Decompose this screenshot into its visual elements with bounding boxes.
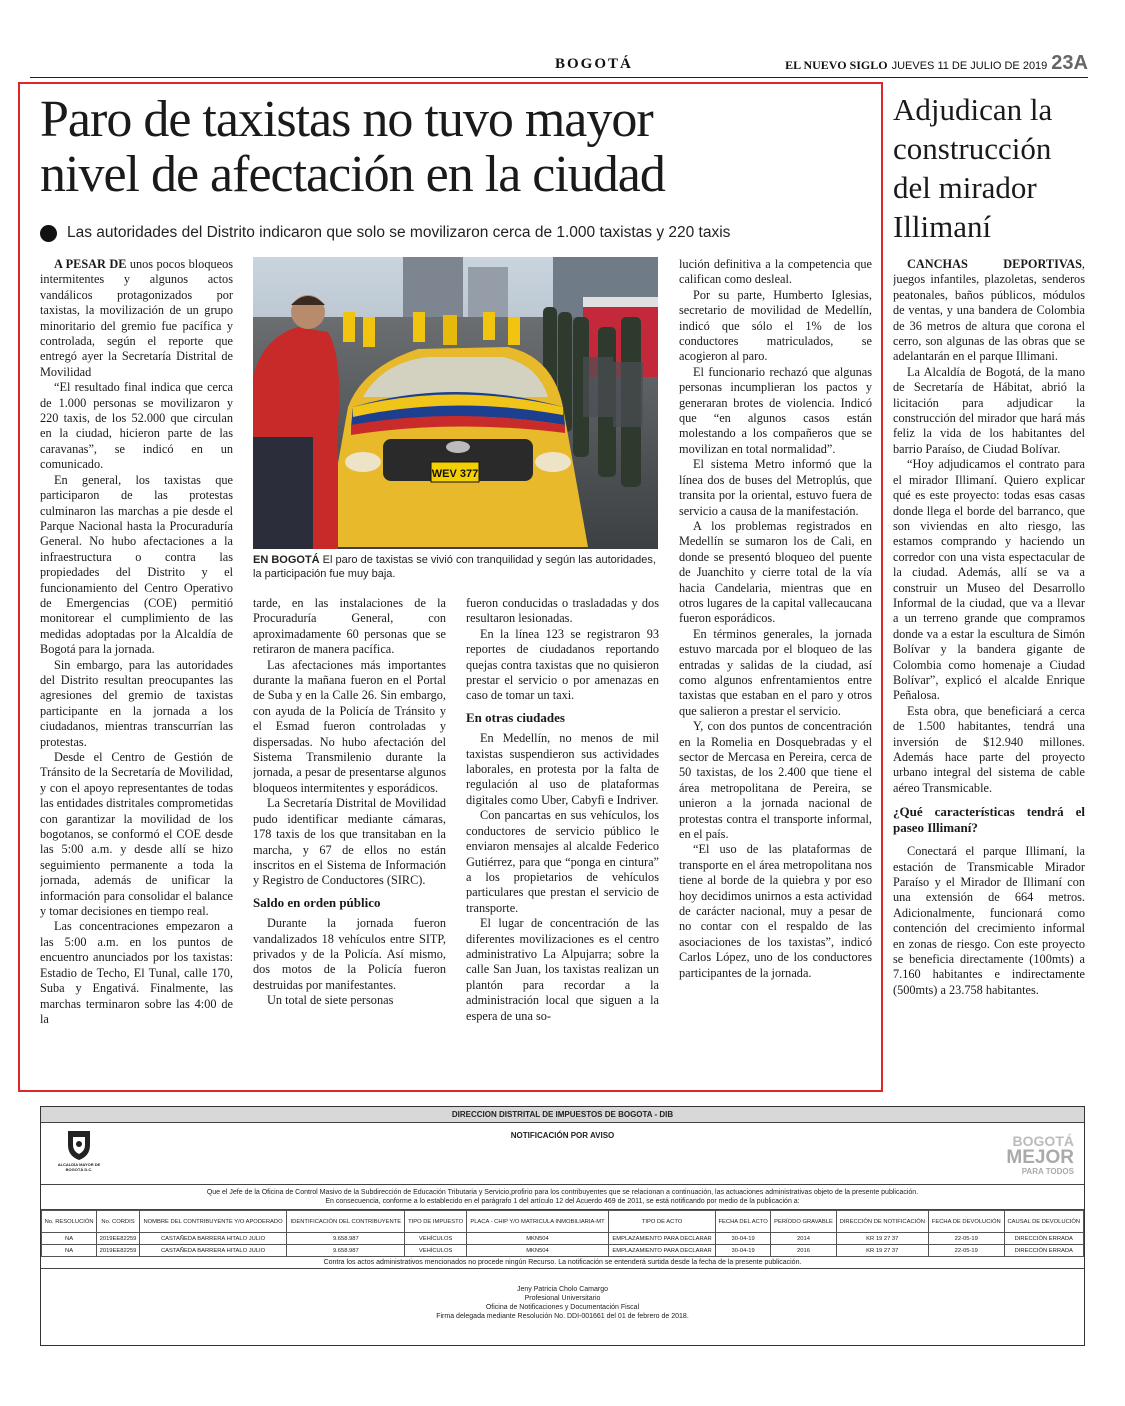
subheading-otras-ciudades: En otras ciudades: [466, 709, 565, 725]
table-cell: NA: [42, 1245, 97, 1257]
table-cell: 22-05-19: [928, 1245, 1004, 1257]
table-header: FECHA DE DEVOLUCIÓN: [928, 1211, 1004, 1233]
photo-caption: EN BOGOTÁ El paro de taxistas se vivió con tranquilidad y según las autoridades, la participación fue muy baja.: [253, 554, 656, 580]
legal-notice: [40, 1106, 1085, 1346]
table-cell: MKN504: [466, 1233, 608, 1245]
taxi-protest-image: [253, 257, 658, 549]
table-cell: KR 19 27 37: [836, 1245, 928, 1257]
notice-title: NOTIFICACIÓN POR AVISO: [510, 1131, 615, 1140]
table-cell: CASTAÑEDA BARRERA HITALO JULIO: [139, 1245, 286, 1257]
paper-name: EL NUEVO SIGLO: [785, 58, 888, 72]
table-cell: NA: [42, 1233, 97, 1245]
notice-signature: Jeny Patricia Cholo Camargo Profesional Universitario Oficina de Notificaciones y Documentación Fiscal Firma delegada mediante Resolución No. DDI-001661 del 01 de febrero de 2018.: [436, 1286, 689, 1320]
bullet-icon: [40, 225, 57, 242]
table-cell: 2019EE82259: [97, 1245, 140, 1257]
license-plate: WEV 377: [431, 468, 479, 480]
article-photo: [253, 257, 658, 549]
table-cell: 22-05-19: [928, 1233, 1004, 1245]
page-number: 23A: [1051, 52, 1088, 74]
table-header: CAUSAL DE DEVOLUCIÓN: [1004, 1211, 1083, 1233]
table-header: No. CORDIS: [97, 1211, 140, 1233]
table-cell: DIRECCIÓN ERRADA: [1004, 1233, 1083, 1245]
table-header: IDENTIFICACIÓN DEL CONTRIBUYENTE: [287, 1211, 405, 1233]
deck: [40, 224, 870, 242]
table-header: PLACA - CHIP Y/O MATRICULA INMOBILIARIA-MT: [466, 1211, 608, 1233]
article-column-4: lución definitiva a la competencia que califican como desleal. Por su parte, Humberto Iglesias, secretario de movilidad de Medellín, indicó que sólo el 1% de los conductores matriculados, se acogieron al paro. El funcionario rechazó que algunas personas incumplieran los pactos y generaran brotes de violencia. Indicó que “en algunos casos están molestando a los compañeros que se movilizan en total normalidad”. El sistema Metro informó que la línea dos de buses del Metroplús, que transita por la oriental, estuvo fuera de servicio a causa de la manifestación. A los problemas registrados en Medellín se sumaron los de Cali, en donde se presentó bloqueo del puente de Juanchito y cierre total de la vía hacia Candelaria, mientras que en otros lugares de la capital vallecaucana fueron esporádicos. En términos generales, la jornada estuvo marcada por el bloqueo de las entradas y salidas de la ciudad, así como algunos enfrentamientos entre taxistas que estaban en el paro y otros que salieron a prestar el servicio. Y, con dos puntos de concentración en la Romelia en Dosquebradas y el sector de Mercasa en Pereira, cerca de 50 taxistas, de los 2.400 que tiene el área metropolitana de Pereira, se unieron a la jornada nacional de protestas contra el transporte informal, en el país. “El uso de las plataformas de transporte en el área metropolitana nos tiene al borde de la quiebra y por eso hoy decidimos unirnos a esta actividad de carácter nacional, muy a pesar de no contar con el respaldo de las asociaciones de los taxistas”, indicó Carlos López, uno de los conductores participantes de la jornada.: [679, 257, 872, 980]
bogota-crest-icon: ALCALDÍA MAYOR DE BOGOTÁ D.C.: [49, 1129, 109, 1179]
notice-table: [41, 1210, 1084, 1257]
table-cell: 2014: [771, 1233, 836, 1245]
article-column-3: fueron conducidas o trasladadas y dos resultaron lesionadas. En la línea 123 se registraron 93 reportes de ciudadanos reportando quejas contra taxistas que no quisieron prestar el servicio o por amenazas en caso de tomar un taxi. En otras ciudades En Medellín, no menos de mil taxistas suspendieron sus actividades laborales, en protesta por la falta de regulación al uso de plataformas digitales como Uber, Cabyfi e Indriver. Con pancartas en sus vehículos, los conductores de servicio público le enviaron mensajes al alcalde Federico Gutiérrez, para que “ponga en cintura” a los propietarios de vehículos particulares que prestan el servicio de transporte. El lugar de concentración de las diferentes movilizaciones es el centro administrativo La Alpujarra; sobre la calle San Juan, los taxistas realizan un plantón para recordar a la administración local que siguen a la espera de una so-: [466, 596, 659, 1023]
subheading-saldo: Saldo en orden público: [253, 894, 381, 910]
article-column-2: tarde, en las instalaciones de la Procuraduría General, con aproximadamente 60 personas que se retiraron de manera pacífica. Las afectaciones más importantes durante la mañana fueron en el Portal de Suba y en la Calle 26. Sin embargo, con ayuda de la Policía de Tránsito y el Esmad fueron controladas y dispersadas. No hubo afectación del Sistema Transmilenio durante la jornada, a pesar de presentarse algunos bloqueos intermitentes y esporádicos. La Secretaría Distrital de Movilidad pudo identificar mediante cámaras, 178 taxis de los que transitaban en la marcha, y 67 de ellos no están inscritos en el Sistema de Información y Registro de Conductores (SIRC). Saldo en orden público Durante la jornada fueron vandalizados 18 vehículos entre SITP, privados y de la Policía. Así mismo, dos motos de la Policía fueron destruidas por manifestantes. Un total de siete personas: [253, 596, 446, 1008]
table-cell: EMPLAZAMIENTO PARA DECLARAR: [609, 1233, 716, 1245]
side-headline: Adjudican la construcción del mirador Illimaní: [893, 92, 1053, 244]
table-cell: KR 19 27 37: [836, 1233, 928, 1245]
table-header: TIPO DE ACTO: [609, 1211, 716, 1233]
bogota-mejor-logo: BOGOTÁ MEJOR PARA TODOS: [1006, 1133, 1074, 1176]
table-header: TIPO DE IMPUESTO: [405, 1211, 466, 1233]
table-cell: 9.658.987: [287, 1245, 405, 1257]
table-cell: VEHÍCULOS: [405, 1245, 466, 1257]
issue-date: JUEVES 11 DE JULIO DE 2019: [891, 60, 1048, 72]
table-cell: DIRECCIÓN ERRADA: [1004, 1245, 1083, 1257]
side-article-column: CANCHAS DEPORTIVAS, juegos infantiles, plazoletas, senderos peatonales, baños públicos, módulos de ventas, y una bandera de Colombia de 36 metros de altura que corona el cerro, son algunas de las obras que se adelantarán en el parque Illimani. La Alcaldía de Bogotá, de la mano de Secretaría de Hábitat, abrió la licitación para adjudicar la construcción del mirador que hará más feliz la vida de los habitantes del barrio Paraíso, de Ciudad Bolívar. “Hoy adjudicamos el contrato para el mirador Illimaní. Quiero explicar qué es este proyecto: todas esas casas donde llega el borde del barranco, que son viviendas en alto riesgo, las estamos comprando y haciendo un corredor con una vista espectacular de la ciudad. Además, allí se va a construir un Museo del Desarrollo Informal de la ciudad, que va a llevar a un terreno grande que compramos donde va a estar la escultura de Simón Bolívar y la bandera gigante de Colombia como homenaje a Ciudad Bolívar”, explicó el alcalde Enrique Peñalosa. Esta obra, que beneficiará a cerca de 1.500 habitantes, tendrá una inversión de $12.940 millones. Además hace parte del proyecto urbano integral del sistema de cable aéreo Transmicable. ¿Qué características tendrá el paseo Illimaní? Conectará el parque Illimaní, la estación de Transmicable Mirador Paraíso y el Mirador de Illimaní con una extensión de 664 metros. Adicionalmente, funcionará como contención del crecimiento informal en zonas de riesgo. Con este proyecto se beneficia directamente (100mts) a 7.160 habitantes e indirectamente (500mts) a 23.758 habitantes.: [893, 257, 1085, 997]
masthead: [30, 52, 1088, 78]
table-row: [42, 1233, 1084, 1245]
notice-top-bar: DIRECCION DISTRITAL DE IMPUESTOS DE BOGOTA - DIB: [41, 1107, 1084, 1123]
deck-text: Las autoridades del Distrito indicaron que solo se movilizaron cerca de 1.000 taxistas y 220 taxis: [67, 224, 731, 241]
table-cell: VEHÍCULOS: [405, 1233, 466, 1245]
article-column-1: A PESAR DE unos pocos bloqueos intermitentes y algunos actos vandálicos protagonizados por taxistas, la movilización de un grupo minoritario del gremio fue pacífica y controlada, según el reporte que entregó ayer la Secretaría Distrital de Movilidad “El resultado final indica que cerca de 1.000 personas se movilizaron y 220 taxis, de los 52.000 que circulan en la ciudad, hicieron parte de las caravanas”, se indicó en un comunicado. En general, los taxistas que participaron de las protestas culminaron las marchas a pie desde el Parque Nacional hasta la Procuraduría General. No hubo afectaciones a la infraestructura o contra las propiedades del Distrito y el funcionamiento del Centro Operativo de Emergencias (COE) permitió monitorear el cumplimiento de las medidas adoptadas por la Alcaldía de Bogotá para la jornada. Sin embargo, para las autoridades del Distrito resultan preocupantes las agresiones del gremio de taxistas participante en la jornada a los ciudadanos, mientras transcurrían las protestas. Desde el Centro de Gestión de Tránsito de la Secretaría de Movilidad, y con el apoyo representantes de todas las entidades distritales comprometidas con garantizar la movilidad de los bogotanos, se conformó el COE desde las 5:00 a.m. y desde allí se hizo seguimiento permanente a toda la jornada, además de unificar la información para consolidar el balance y tomar decisiones en tiempo real. Las concentraciones empezaron a las 5:00 a.m. en los puntos de encuentro anunciados por los taxistas: Estadio de Techo, El Tunal, calle 170, Suba y Engativá. Finalmente, las marchas terminaron sobre las 4:00 de la: [40, 257, 233, 1026]
table-header: PERÍODO GRAVABLE: [771, 1211, 836, 1233]
table-cell: 9.658.987: [287, 1233, 405, 1245]
table-header: DIRECCIÓN DE NOTIFICACIÓN: [836, 1211, 928, 1233]
table-cell: 2016: [771, 1245, 836, 1257]
table-header: NOMBRE DEL CONTRIBUYENTE Y/O APODERADO: [139, 1211, 286, 1233]
table-cell: EMPLAZAMIENTO PARA DECLARAR: [609, 1245, 716, 1257]
table-row: [42, 1245, 1084, 1257]
table-cell: CASTAÑEDA BARRERA HITALO JULIO: [139, 1233, 286, 1245]
table-cell: 30-04-19: [715, 1245, 771, 1257]
table-cell: 30-04-19: [715, 1233, 771, 1245]
table-header: FECHA DEL ACTO: [715, 1211, 771, 1233]
masthead-info: [785, 52, 1088, 75]
table-cell: 2019EE82259: [97, 1233, 140, 1245]
side-subheading: ¿Qué características tendrá el paseo Illimaní?: [893, 804, 1085, 836]
notice-footer: Contra los actos administrativos mencionados no procede ningún Recurso. La notificación se entenderá surtida desde la fecha de la presente publicación.: [41, 1257, 1084, 1269]
table-cell: MKN504: [466, 1245, 608, 1257]
main-headline: Paro de taxistas no tuvo mayor nivel de afectación en la ciudad: [40, 91, 665, 203]
table-header: No. RESOLUCIÓN: [42, 1211, 97, 1233]
notice-intro: Que el Jefe de la Oficina de Control Masivo de la Subdirección de Educación Tributaria y Servicio,profirio para los contribuyentes que se relacionan a continuación, las actuaciones administrativas objeto de la presente publicación. En consecuencia, conforme a lo establecido en el parágrafo 1 del artículo 12 del Acuerdo 469 de 2011, se está notificando por medio de la publicación a:: [41, 1185, 1084, 1210]
section-name: BOGOTÁ: [555, 56, 633, 72]
